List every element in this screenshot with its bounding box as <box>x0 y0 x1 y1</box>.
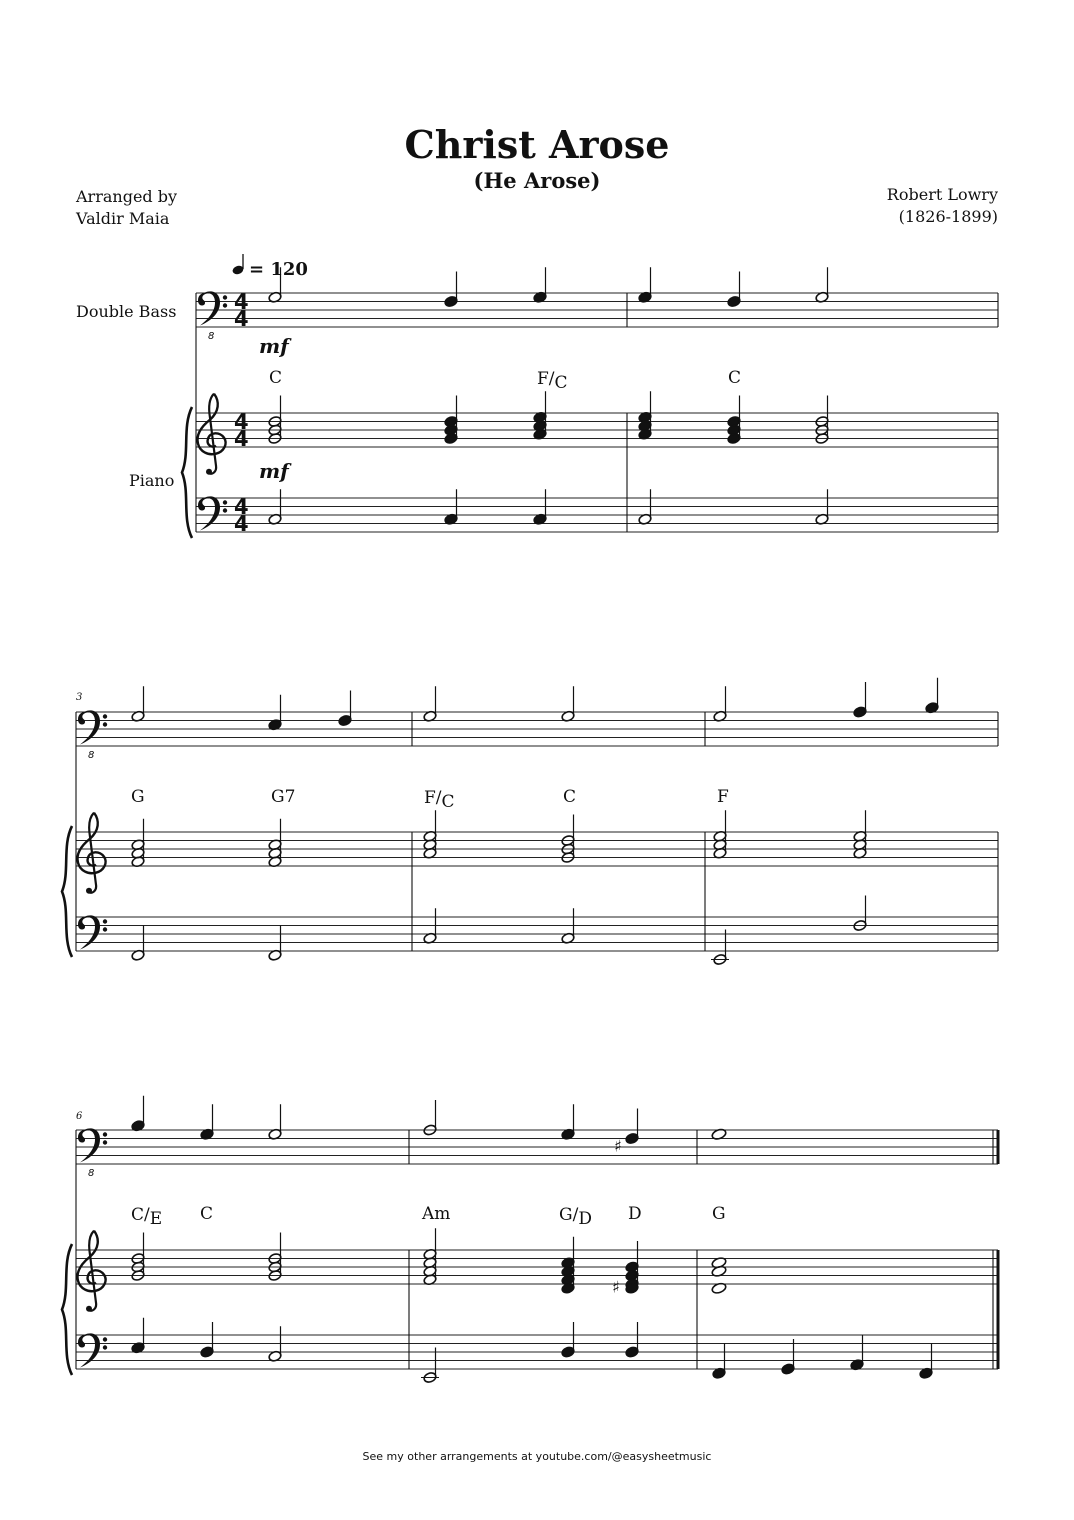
treble-clef-icon <box>198 394 226 475</box>
time-signature-denominator: 4 <box>234 512 249 536</box>
piano-brace <box>62 1244 72 1375</box>
treble-clef-icon <box>78 813 106 894</box>
chord-symbol: G <box>131 787 145 807</box>
piano-brace <box>182 407 192 538</box>
clefs <box>78 290 249 1368</box>
chord-symbol: F/C <box>424 788 455 812</box>
bass-clef-icon <box>198 496 227 530</box>
time-signature-denominator: 4 <box>234 307 249 331</box>
composer-dates: (1826-1899) <box>898 207 998 226</box>
chord-symbol: C <box>728 368 742 388</box>
chord-symbol: G <box>712 1204 726 1224</box>
chord-symbol: C/E <box>131 1205 163 1229</box>
chord-symbols <box>131 368 741 1229</box>
chord-symbol: F/C <box>537 369 568 393</box>
arranger-line1: Arranged by <box>76 187 178 206</box>
instrument-label-piano: Piano <box>129 471 175 490</box>
time-signature-denominator: 4 <box>234 427 249 451</box>
bass-clef-icon <box>78 1333 107 1367</box>
measure-number-6: 6 <box>76 1111 83 1122</box>
chord-symbol: F <box>717 787 729 807</box>
octave-8-marker: 8 <box>208 331 215 342</box>
tempo-text: = 120 <box>249 259 308 280</box>
bass-clef-icon <box>78 710 107 744</box>
system-brackets <box>62 407 192 1375</box>
sharp-icon: ♯ <box>614 1136 622 1156</box>
time-signature-numerator: 4 <box>234 495 249 519</box>
chord-symbol: G7 <box>271 787 296 807</box>
bass-clef-icon <box>198 291 227 325</box>
instrument-label-bass: Double Bass <box>76 302 177 321</box>
tempo-marking <box>231 254 307 280</box>
chord-symbol: C <box>563 787 577 807</box>
measure-number-3: 3 <box>76 692 83 703</box>
bass-clef-icon <box>78 915 107 949</box>
chord-symbol: C <box>269 368 283 388</box>
dynamic-piano: mf <box>259 459 289 483</box>
time-signature-numerator: 4 <box>234 410 249 434</box>
song-title: Christ Arose <box>404 122 670 167</box>
time-signature-numerator: 4 <box>234 290 249 314</box>
bass-clef-icon <box>78 1128 107 1162</box>
chord-symbol: D <box>628 1204 642 1224</box>
arranger-line2: Valdir Maia <box>76 209 170 228</box>
composer-name: Robert Lowry <box>886 185 998 204</box>
dynamic-bass: mf <box>259 334 289 358</box>
chord-symbol: C <box>200 1204 214 1224</box>
chord-symbol: G/D <box>559 1205 592 1229</box>
octave-8-marker: 8 <box>88 750 95 761</box>
chord-symbol: Am <box>422 1204 451 1224</box>
notes <box>131 267 939 1383</box>
piano-brace <box>62 826 72 957</box>
song-subtitle: (He Arose) <box>473 168 601 193</box>
footer-note: See my other arrangements at youtube.com/@easysheetmusic <box>362 1450 712 1463</box>
treble-clef-icon <box>78 1231 106 1312</box>
sharp-icon: ♯ <box>612 1277 620 1297</box>
octave-8-marker: 8 <box>88 1168 95 1179</box>
